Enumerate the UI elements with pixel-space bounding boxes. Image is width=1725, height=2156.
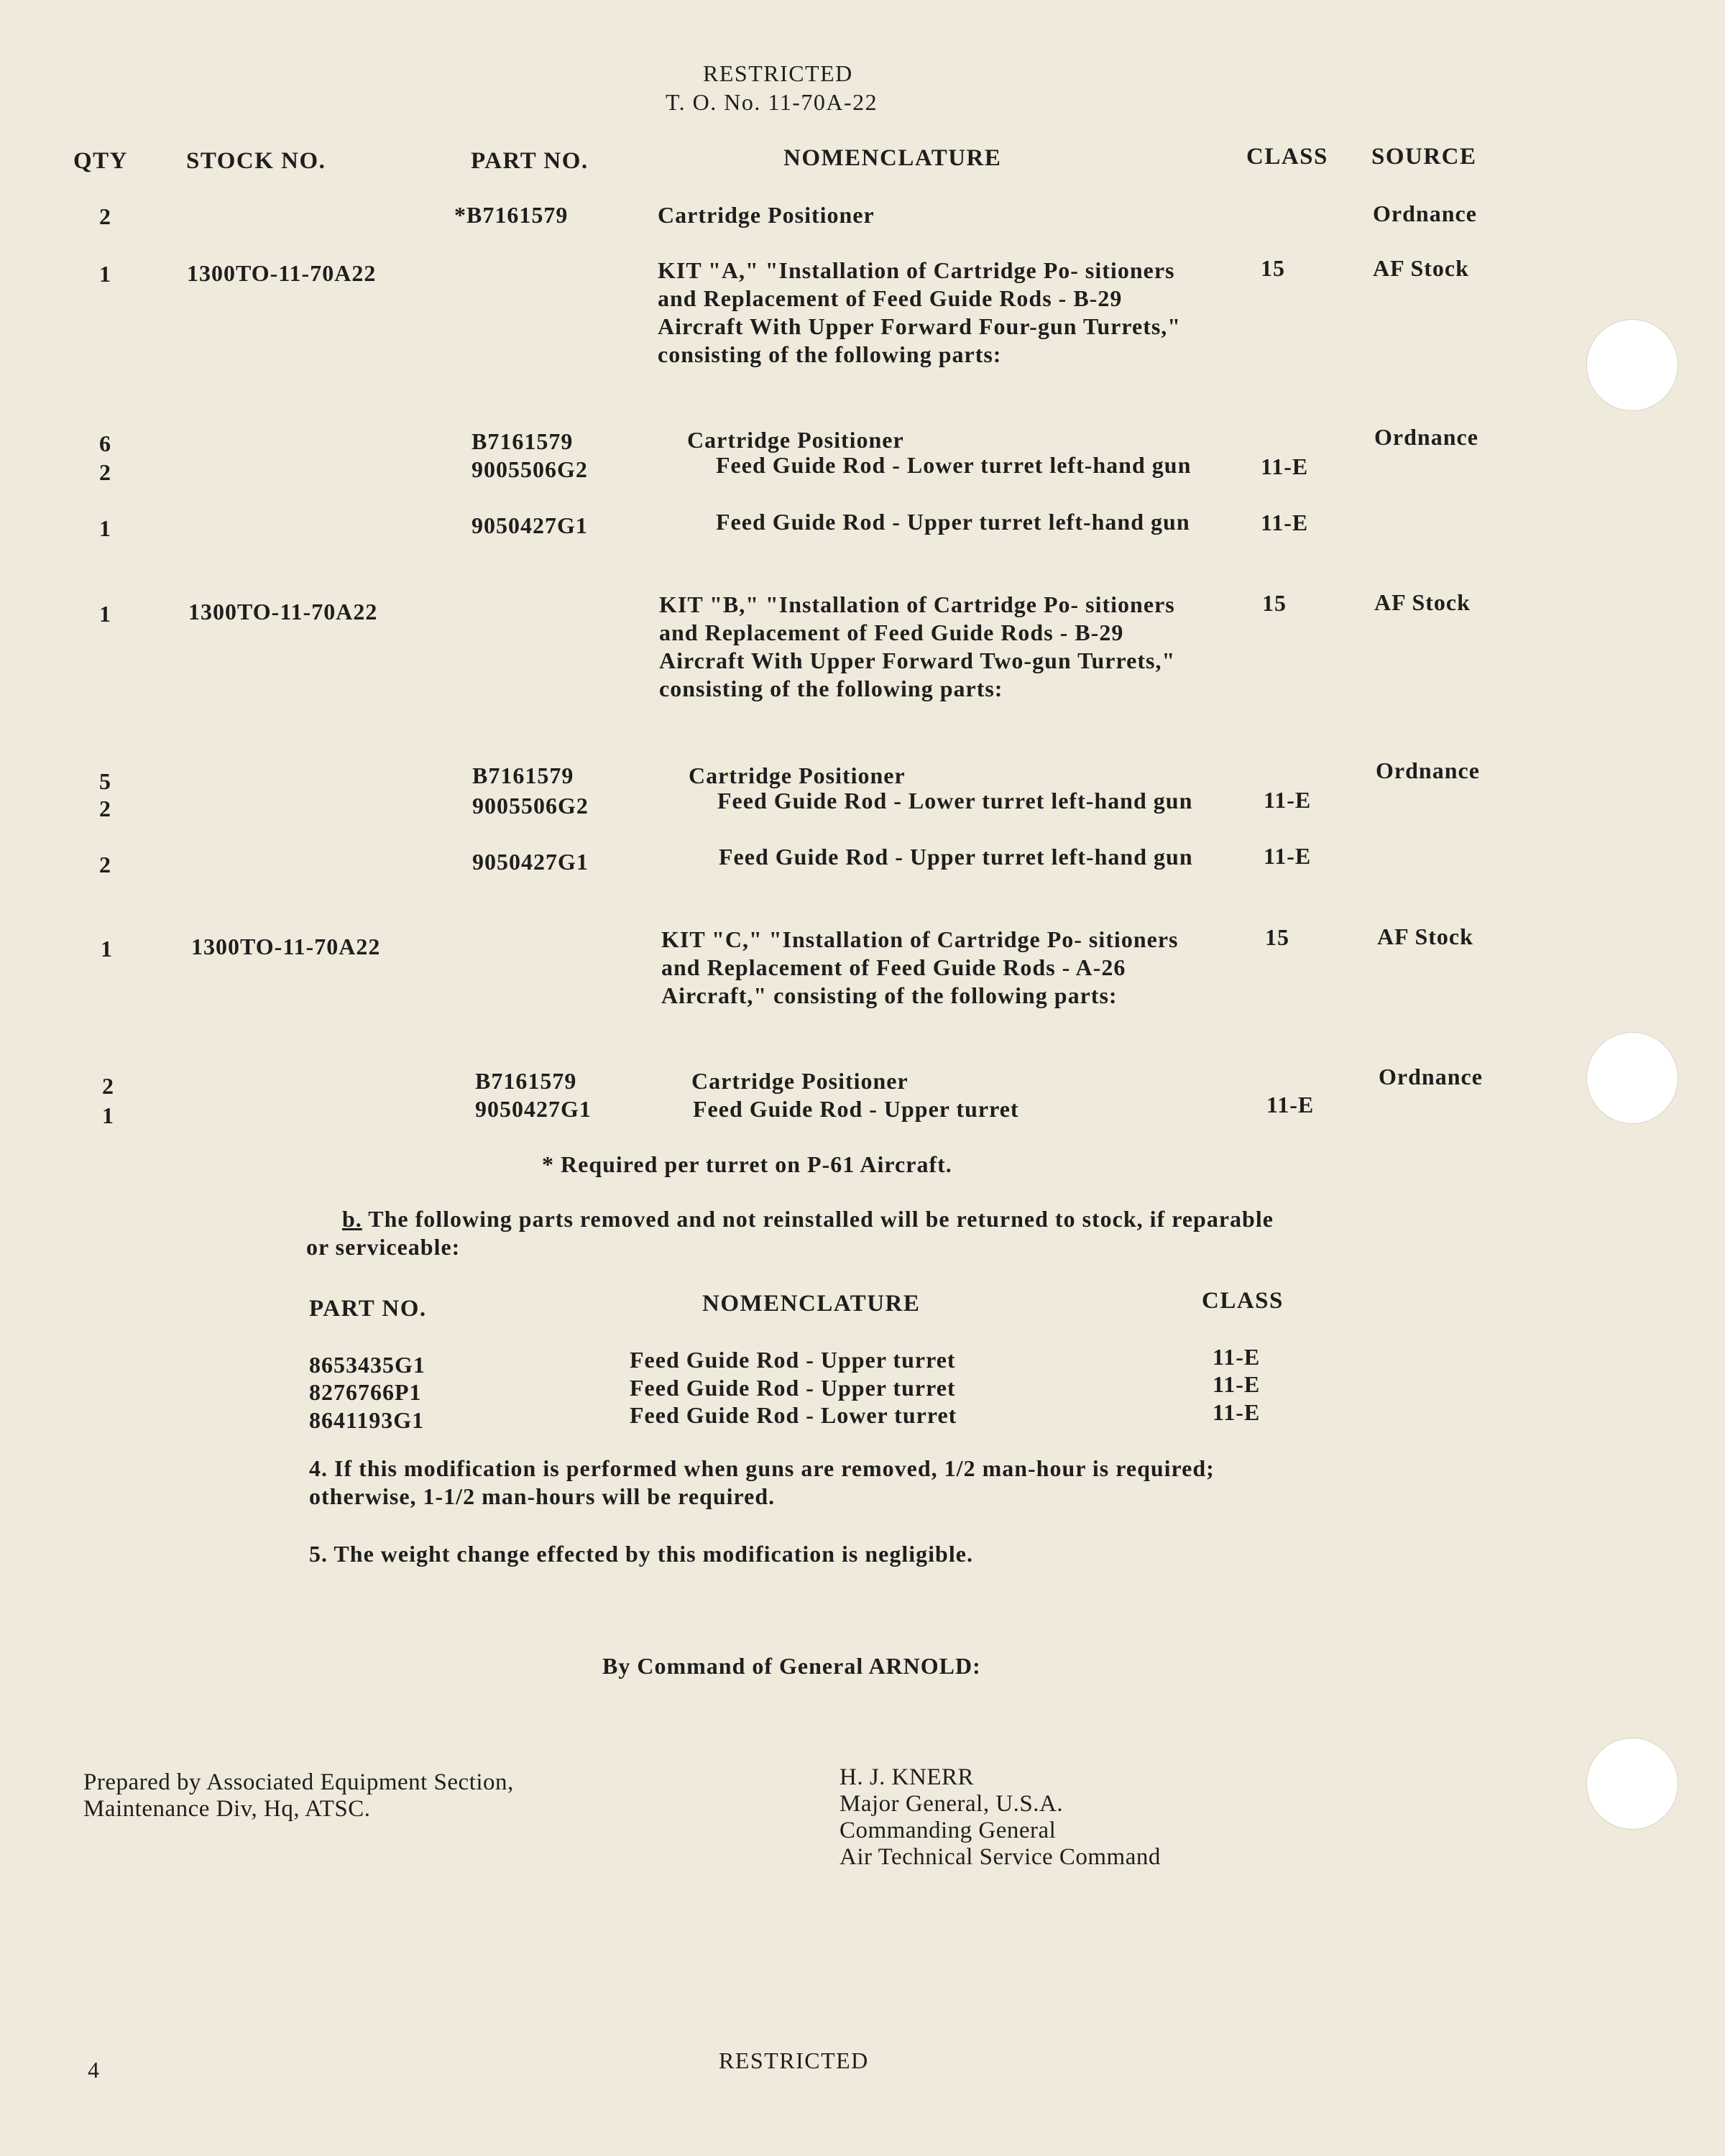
returned-part-no: 8641193G1 xyxy=(309,1407,425,1433)
nomenclature-cell: Cartridge Positioner xyxy=(658,202,875,228)
class-cell: 11-E xyxy=(1261,510,1309,535)
signature-block xyxy=(840,1764,1161,1871)
part-no-cell: B7161579 xyxy=(475,1068,577,1094)
nomenclature-cell: Feed Guide Rod - Upper turret left-hand gun xyxy=(719,844,1193,870)
col-header-stock-no: STOCK NO. xyxy=(186,148,326,174)
qty-cell: 1 xyxy=(102,1102,114,1128)
returned-header-part-no: PART NO. xyxy=(309,1296,427,1322)
header-restricted: RESTRICTED xyxy=(703,60,853,86)
paragraph-4: 4. If this modification is performed when guns are removed, 1/2 man-hour is required; otherwise, 1-1/2 man-hours will be required. xyxy=(309,1455,1215,1509)
col-header-nomenclature: NOMENCLATURE xyxy=(783,145,1002,171)
prepared-by-line-2: Maintenance Div, Hq, ATSC. xyxy=(83,1796,371,1822)
source-cell: Ordnance xyxy=(1379,1064,1483,1089)
paragraph-b-label: b. xyxy=(342,1206,362,1232)
part-no-cell: 9050427G1 xyxy=(475,1096,592,1122)
part-no-cell: B7161579 xyxy=(472,763,574,788)
part-no-cell: 9050427G1 xyxy=(472,512,588,538)
qty-cell: 5 xyxy=(99,768,111,794)
returned-class: 11-E xyxy=(1213,1344,1261,1370)
qty-cell: 2 xyxy=(99,852,111,877)
nomenclature-cell: Feed Guide Rod - Lower turret left-hand gun xyxy=(717,788,1193,814)
prepared-by-block xyxy=(83,1769,514,1823)
qty-cell: 2 xyxy=(99,796,111,821)
page-number: 4 xyxy=(88,2057,101,2083)
binder-hole-top xyxy=(1586,319,1678,411)
returned-nomenclature: Feed Guide Rod - Upper turret xyxy=(630,1347,956,1373)
qty-cell: 1 xyxy=(101,936,113,962)
signature-rank: Major General, U.S.A. xyxy=(840,1791,1064,1817)
source-cell: AF Stock xyxy=(1374,589,1471,615)
part-no-cell: *B7161579 xyxy=(454,202,569,228)
qty-cell: 2 xyxy=(102,1073,114,1099)
signature-name: H. J. KNERR xyxy=(840,1764,975,1790)
returned-header-class: CLASS xyxy=(1202,1288,1284,1314)
stock-no-cell: 1300TO-11-70A22 xyxy=(188,599,378,625)
qty-cell: 1 xyxy=(99,601,111,627)
col-header-part-no: PART NO. xyxy=(471,148,589,174)
binder-hole-middle xyxy=(1586,1032,1678,1124)
source-cell: Ordnance xyxy=(1376,757,1480,783)
nomenclature-cell: Feed Guide Rod - Upper turret left-hand gun xyxy=(716,509,1190,535)
signature-command: Air Technical Service Command xyxy=(840,1844,1161,1870)
nomenclature-cell: Cartridge Positioner xyxy=(689,763,906,788)
paragraph-5: 5. The weight change effected by this modification is negligible. xyxy=(309,1541,973,1567)
class-cell: 11-E xyxy=(1261,453,1309,479)
qty-cell: 6 xyxy=(99,430,111,456)
part-no-cell: 9005506G2 xyxy=(472,456,588,482)
header-to-number: T. O. No. 11-70A-22 xyxy=(666,89,878,115)
part-no-cell: 9050427G1 xyxy=(472,849,589,875)
source-cell: AF Stock xyxy=(1373,255,1469,281)
nomenclature-cell: Feed Guide Rod - Lower turret left-hand gun xyxy=(716,452,1192,478)
source-cell: AF Stock xyxy=(1377,923,1473,949)
qty-cell: 2 xyxy=(99,203,111,229)
stock-no-cell: 1300TO-11-70A22 xyxy=(187,260,377,286)
footnote: * Required per turret on P-61 Aircraft. xyxy=(542,1151,952,1177)
paragraph-b xyxy=(306,1205,1298,1261)
kit-description-cell: KIT "C," "Installation of Cartridge Po- sitioners and Replacement of Feed Guide Rods - A-26 Aircraft," consisting of the following parts: xyxy=(661,926,1179,1008)
prepared-by-line-1: Prepared by Associated Equipment Section, xyxy=(83,1769,514,1795)
binder-hole-bottom xyxy=(1586,1738,1678,1830)
class-cell: 15 xyxy=(1265,924,1289,950)
qty-cell: 1 xyxy=(99,261,111,287)
part-no-cell: 9005506G2 xyxy=(472,793,589,819)
col-header-class: CLASS xyxy=(1246,144,1328,170)
kit-description-cell: KIT "B," "Installation of Cartridge Po- sitioners and Replacement of Feed Guide Rods - B-29 Aircraft With Upper Forward Two-gun Turrets," consisting of the following parts: xyxy=(659,591,1176,701)
class-cell: 15 xyxy=(1262,590,1287,616)
class-cell: 11-E xyxy=(1264,787,1312,813)
nomenclature-cell: Feed Guide Rod - Upper turret xyxy=(693,1096,1019,1122)
stock-no-cell: 1300TO-11-70A22 xyxy=(191,934,381,959)
qty-cell: 2 xyxy=(99,459,111,485)
qty-cell: 1 xyxy=(99,515,111,541)
kit-description-cell: KIT "A," "Installation of Cartridge Po- sitioners and Replacement of Feed Guide Rods - B-29 Aircraft With Upper Forward Four-gun Turrets," consisting of the following parts: xyxy=(658,257,1182,367)
source-cell: Ordnance xyxy=(1373,201,1477,226)
source-cell: Ordnance xyxy=(1374,424,1478,450)
class-cell: 15 xyxy=(1261,255,1285,281)
col-header-qty: QTY xyxy=(73,148,129,174)
returned-part-no: 8276766P1 xyxy=(309,1379,422,1405)
paragraph-b-text: The following parts removed and not reinstalled will be returned to stock, if reparable or serviceable: xyxy=(306,1206,1274,1260)
nomenclature-cell: Cartridge Positioner xyxy=(687,427,904,453)
footer-restricted: RESTRICTED xyxy=(719,2047,869,2073)
col-header-source: SOURCE xyxy=(1371,144,1477,170)
part-no-cell: B7161579 xyxy=(472,428,574,454)
class-cell: 11-E xyxy=(1264,843,1312,869)
command-line: By Command of General ARNOLD: xyxy=(602,1653,981,1679)
returned-nomenclature: Feed Guide Rod - Upper turret xyxy=(630,1375,956,1401)
signature-title: Commanding General xyxy=(840,1818,1057,1843)
class-cell: 11-E xyxy=(1266,1092,1315,1118)
returned-header-nomenclature: NOMENCLATURE xyxy=(702,1291,921,1317)
returned-nomenclature: Feed Guide Rod - Lower turret xyxy=(630,1402,957,1428)
returned-class: 11-E xyxy=(1213,1371,1261,1397)
returned-class: 11-E xyxy=(1213,1399,1261,1425)
returned-part-no: 8653435G1 xyxy=(309,1352,426,1378)
nomenclature-cell: Cartridge Positioner xyxy=(691,1068,908,1094)
